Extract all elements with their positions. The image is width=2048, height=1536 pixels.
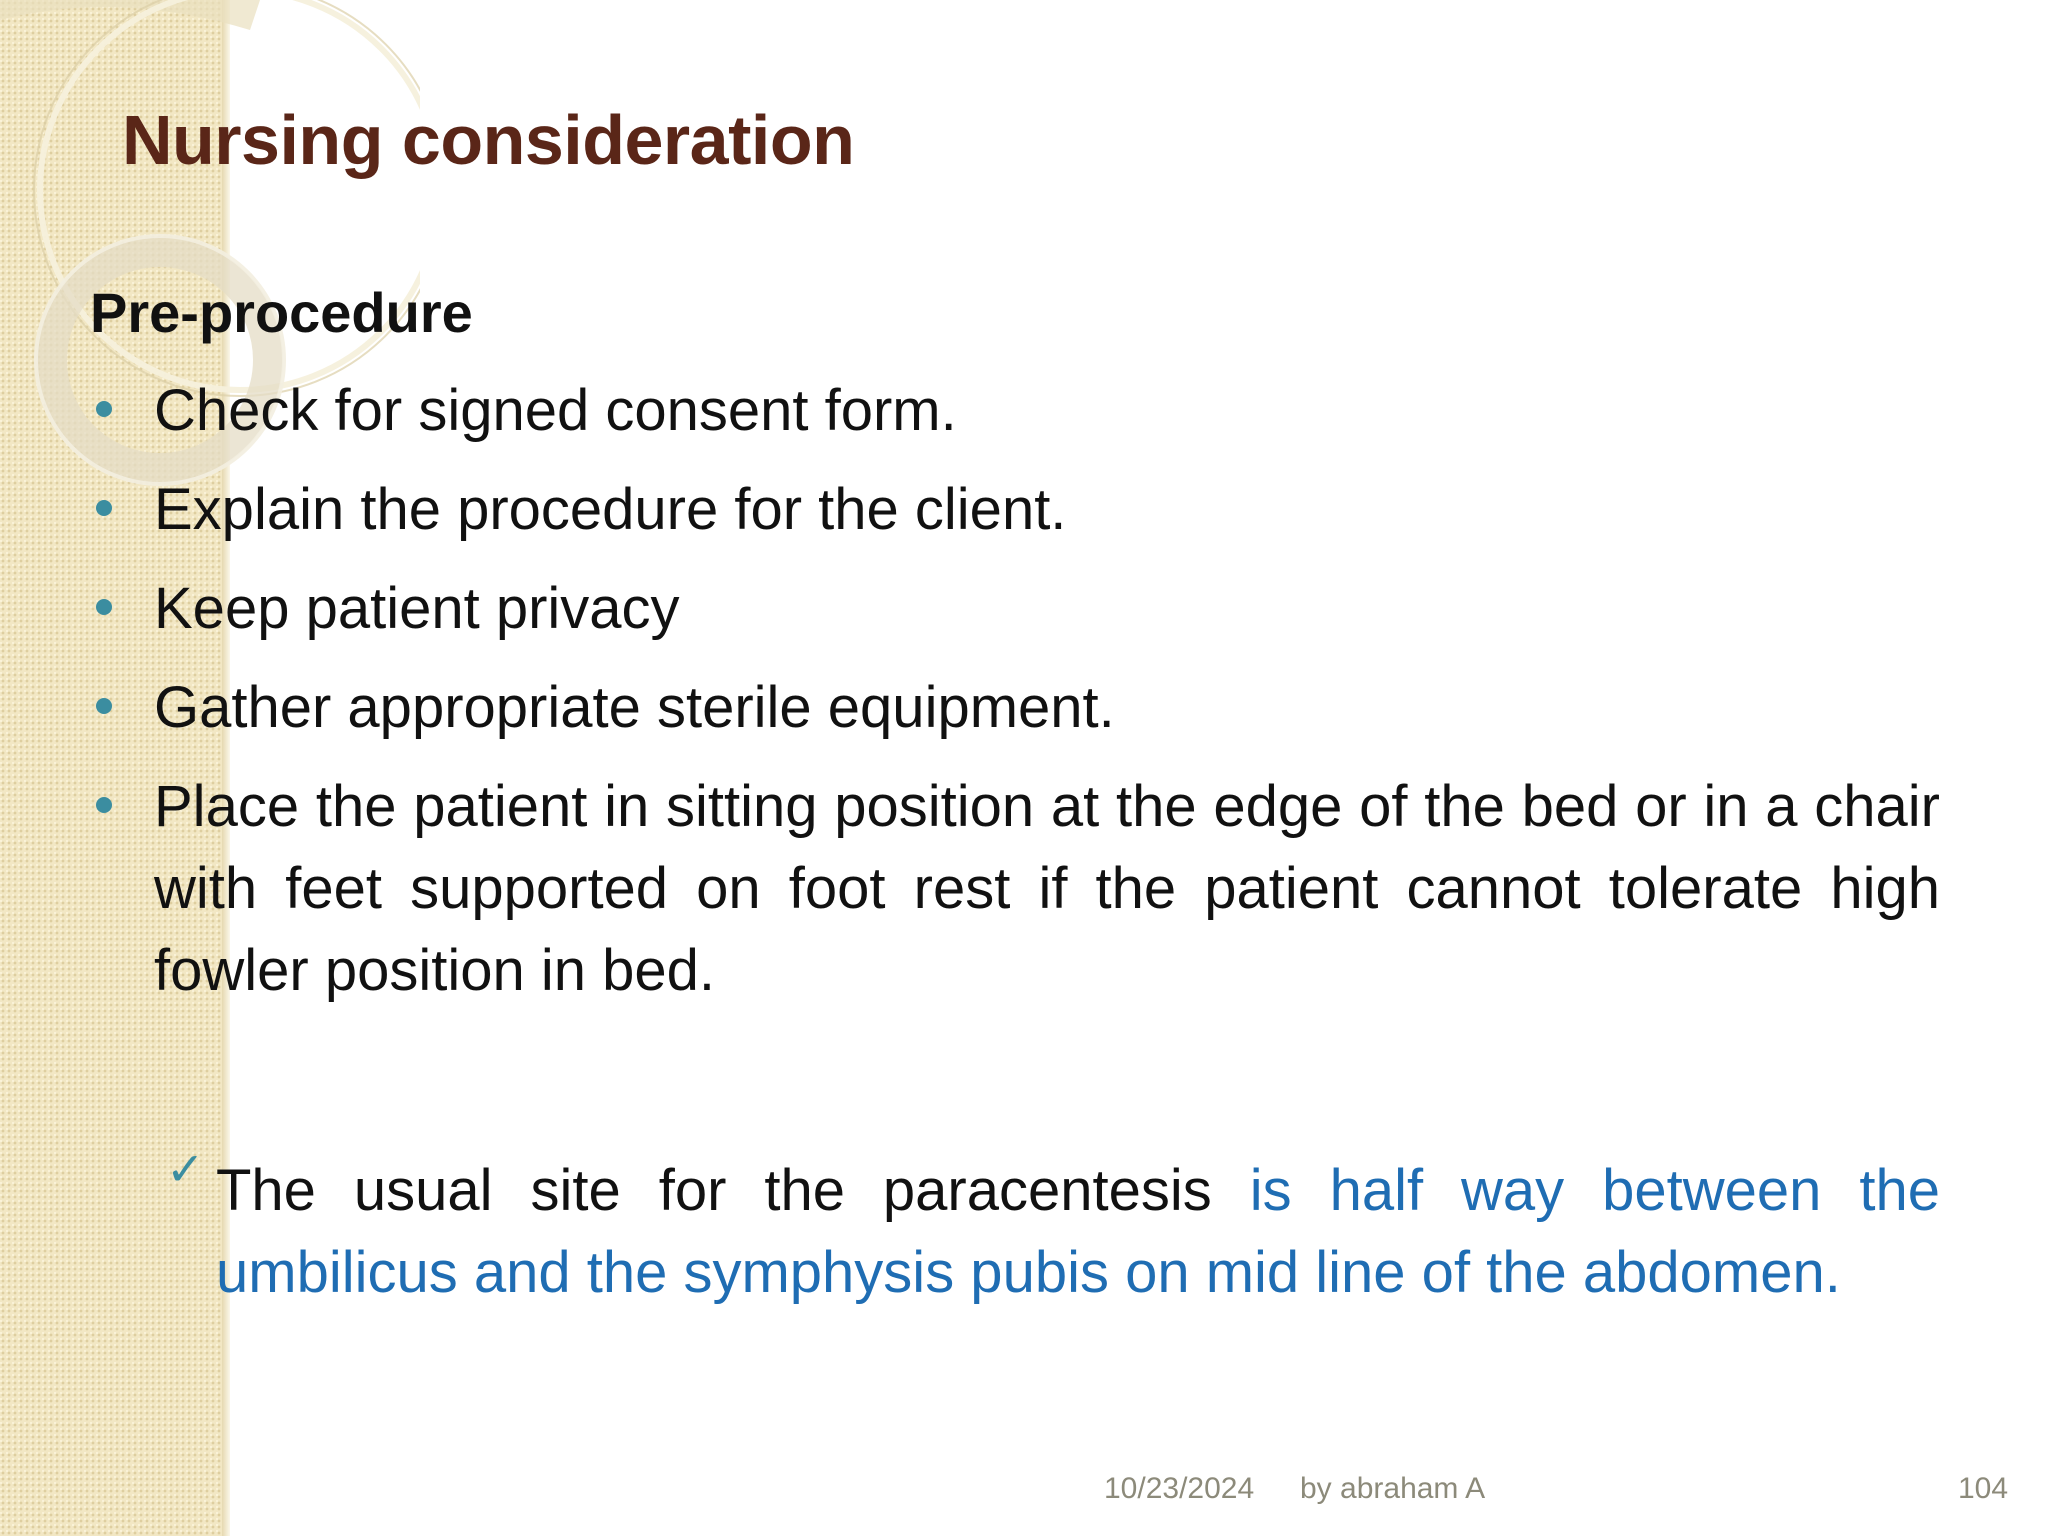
bullet-dot-icon bbox=[96, 500, 112, 516]
section-heading: Pre-procedure bbox=[90, 281, 473, 344]
footer-author: by abraham A bbox=[1300, 1472, 1486, 1505]
list-item-text: Explain the procedure for the client. bbox=[154, 477, 1067, 542]
list-item bbox=[90, 568, 1940, 650]
list-item bbox=[90, 469, 1940, 551]
list-item-text: Gather appropriate sterile equipment. bbox=[154, 675, 1115, 740]
list-item-text: Place the patient in sitting position at the edge of the bed or in a chair with feet supported on foot rest if the patient cannot tolerate high fowler position in bed. bbox=[154, 774, 1940, 1003]
list-item-text: Check for signed consent form. bbox=[154, 378, 957, 443]
list-item bbox=[90, 370, 1940, 452]
note-text-highlight: is half way between the umbilicus and the symphysis pubis on mid line of the abdomen. bbox=[216, 1158, 1940, 1305]
bullet-dot-icon bbox=[96, 698, 112, 714]
note-text-plain: The usual site for the paracentesis bbox=[216, 1158, 1250, 1223]
list-item bbox=[90, 667, 1940, 749]
list-item bbox=[90, 766, 1940, 1012]
bullet-dot-icon bbox=[96, 797, 112, 813]
bullet-dot-icon bbox=[96, 401, 112, 417]
note-text bbox=[170, 1150, 1940, 1314]
footer-date: 10/23/2024 bbox=[1104, 1472, 1255, 1505]
bullet-dot-icon bbox=[96, 599, 112, 615]
checkmark-icon: ✓ bbox=[166, 1142, 205, 1196]
list-item-text: Keep patient privacy bbox=[154, 576, 680, 641]
bullet-list bbox=[90, 370, 1940, 1029]
paracentesis-site-note bbox=[166, 1142, 1940, 1314]
footer-page-number: 104 bbox=[1958, 1472, 2009, 1505]
slide-title: Nursing consideration bbox=[122, 101, 855, 179]
